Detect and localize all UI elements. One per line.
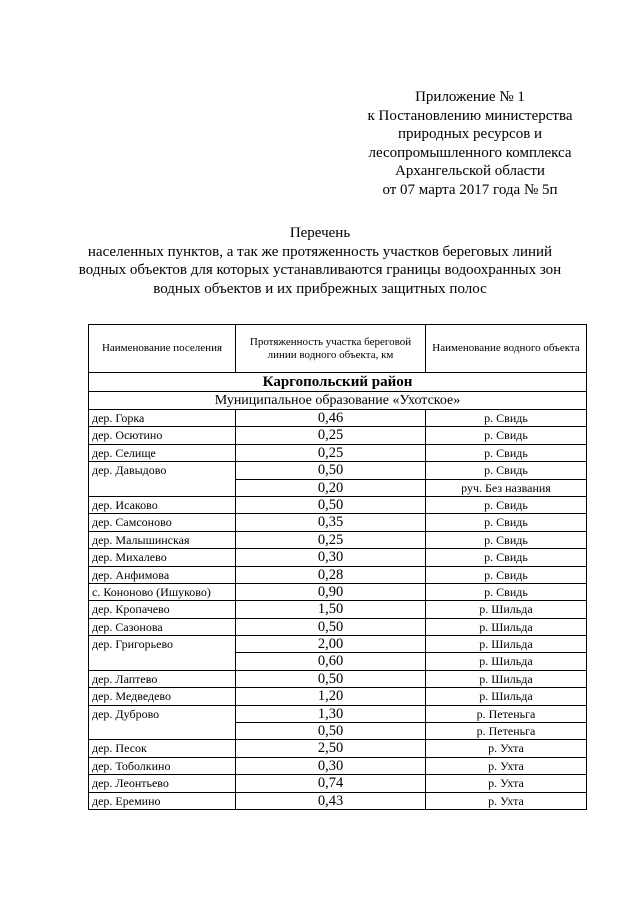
- header-length: Протяженность участка береговой линии водного объекта, км: [236, 325, 426, 373]
- settlements-table: [88, 324, 587, 810]
- water-object-name: р. Свидь: [426, 531, 587, 548]
- table-row: [89, 566, 587, 583]
- water-object-name: р. Свидь: [426, 514, 587, 531]
- document-title: Перечень: [289, 225, 351, 241]
- table-row: [89, 410, 587, 427]
- shoreline-length: 0,50: [236, 496, 426, 513]
- settlement-name: дер. Селище: [89, 444, 236, 461]
- municipality-row: [89, 392, 587, 410]
- shoreline-length: 2,00: [236, 636, 426, 653]
- shoreline-length: 0,20: [236, 479, 426, 496]
- table-row: [89, 601, 587, 618]
- table-row: [89, 549, 587, 566]
- settlement-name: дер. Кропачево: [89, 601, 236, 618]
- settlement-name: дер. Лаптево: [89, 670, 236, 687]
- table-row: [89, 514, 587, 531]
- table-header-row: [89, 325, 587, 373]
- water-object-name: р. Петеньга: [426, 705, 587, 722]
- table-row: [89, 775, 587, 792]
- appendix-ministry-line2: лесопромышленного комплекса: [368, 144, 572, 161]
- document-subtitle-line1: населенных пунктов, а так же протяженность участков береговых линий: [87, 243, 553, 260]
- water-object-name: р. Ухта: [426, 740, 587, 757]
- header-settlement: Наименование поселения: [89, 325, 236, 373]
- shoreline-length: 0,50: [236, 618, 426, 635]
- water-object-name: р. Свидь: [426, 496, 587, 513]
- table-row: [89, 427, 587, 444]
- water-object-name: р. Свидь: [426, 566, 587, 583]
- table-row: [89, 740, 587, 757]
- shoreline-length: 0,25: [236, 531, 426, 548]
- table-row: [89, 462, 587, 479]
- table-row: [89, 705, 587, 722]
- shoreline-length: 0,50: [236, 462, 426, 479]
- appendix-number: Приложение № 1: [415, 89, 525, 105]
- settlement-name: дер. Сазонова: [89, 618, 236, 635]
- appendix-date: от 07 марта 2017 года № 5п: [382, 181, 558, 198]
- water-object-name: р. Шильда: [426, 601, 587, 618]
- shoreline-length: 0,30: [236, 757, 426, 774]
- table-row: [89, 583, 587, 600]
- table-row: [89, 618, 587, 635]
- table-row: [89, 757, 587, 774]
- document-subtitle-line2: водных объектов для которых устанавливаются границы водоохранных зон: [78, 262, 562, 278]
- shoreline-length: 0,46: [236, 410, 426, 427]
- table-row: [89, 496, 587, 513]
- shoreline-length: 0,30: [236, 549, 426, 566]
- water-object-name: р. Шильда: [426, 653, 587, 670]
- water-object-name: р. Свидь: [426, 583, 587, 600]
- water-object-name: р. Ухта: [426, 775, 587, 792]
- appendix-resolution: к Постановлению министерства: [367, 107, 573, 124]
- document-heading: [60, 224, 580, 298]
- water-object-name: р. Свидь: [426, 410, 587, 427]
- shoreline-length: 2,50: [236, 740, 426, 757]
- table-row: [89, 792, 587, 809]
- water-object-name: р. Шильда: [426, 670, 587, 687]
- shoreline-length: 0,35: [236, 514, 426, 531]
- water-object-name: р. Ухта: [426, 792, 587, 809]
- shoreline-length: 1,50: [236, 601, 426, 618]
- water-object-name: р. Свидь: [426, 427, 587, 444]
- water-object-name: р. Шильда: [426, 636, 587, 653]
- shoreline-length: 0,50: [236, 723, 426, 740]
- header-water-object: Наименование водного объекта: [426, 325, 587, 373]
- settlement-name: дер. Григорьево: [89, 636, 236, 653]
- settlement-name: дер. Давыдово: [89, 462, 236, 479]
- shoreline-length: 0,74: [236, 775, 426, 792]
- municipality-name: Муниципальное образование «Ухотское»: [89, 392, 587, 410]
- table-row: [89, 670, 587, 687]
- settlement-name: дер. Леонтьево: [89, 775, 236, 792]
- water-object-name: р. Свидь: [426, 444, 587, 461]
- water-object-name: р. Петеньга: [426, 723, 587, 740]
- settlement-name: дер. Исаково: [89, 496, 236, 513]
- table-row: [89, 479, 587, 496]
- water-object-name: р. Свидь: [426, 462, 587, 479]
- settlement-name: дер. Тоболкино: [89, 757, 236, 774]
- settlement-name: дер. Еремино: [89, 792, 236, 809]
- appendix-block: [360, 88, 580, 200]
- settlement-name: дер. Песок: [89, 740, 236, 757]
- water-object-name: р. Шильда: [426, 688, 587, 705]
- shoreline-length: 1,30: [236, 705, 426, 722]
- table-row: [89, 653, 587, 670]
- table-row: [89, 636, 587, 653]
- table-row: [89, 688, 587, 705]
- settlement-name: дер. Дуброво: [89, 705, 236, 722]
- table-row: [89, 444, 587, 461]
- settlement-name: дер. Самсоново: [89, 514, 236, 531]
- settlement-name: дер. Малышинская: [89, 531, 236, 548]
- shoreline-length: 0,60: [236, 653, 426, 670]
- settlement-name: дер. Медведево: [89, 688, 236, 705]
- shoreline-length: 0,90: [236, 583, 426, 600]
- settlement-name: дер. Горка: [89, 410, 236, 427]
- settlement-name: дер. Михалево: [89, 549, 236, 566]
- settlement-name: [89, 653, 236, 670]
- settlement-name: с. Кононово (Ишуково): [89, 583, 236, 600]
- settlement-name: дер. Осютино: [89, 427, 236, 444]
- water-object-name: р. Шильда: [426, 618, 587, 635]
- shoreline-length: 0,25: [236, 427, 426, 444]
- water-object-name: руч. Без названия: [426, 479, 587, 496]
- settlement-name: дер. Анфимова: [89, 566, 236, 583]
- settlement-name: [89, 723, 236, 740]
- table-row: [89, 531, 587, 548]
- shoreline-length: 1,20: [236, 688, 426, 705]
- document-subtitle-line3: водных объектов и их прибрежных защитных полос: [153, 280, 487, 297]
- district-row: [89, 373, 587, 392]
- district-name: Каргопольский район: [89, 373, 587, 392]
- shoreline-length: 0,43: [236, 792, 426, 809]
- water-object-name: р. Свидь: [426, 549, 587, 566]
- settlement-name: [89, 479, 236, 496]
- appendix-ministry-line1: природных ресурсов и: [397, 126, 543, 143]
- shoreline-length: 0,25: [236, 444, 426, 461]
- shoreline-length: 0,28: [236, 566, 426, 583]
- water-object-name: р. Ухта: [426, 757, 587, 774]
- table-row: [89, 723, 587, 740]
- shoreline-length: 0,50: [236, 670, 426, 687]
- appendix-region: Архангельской области: [395, 163, 545, 180]
